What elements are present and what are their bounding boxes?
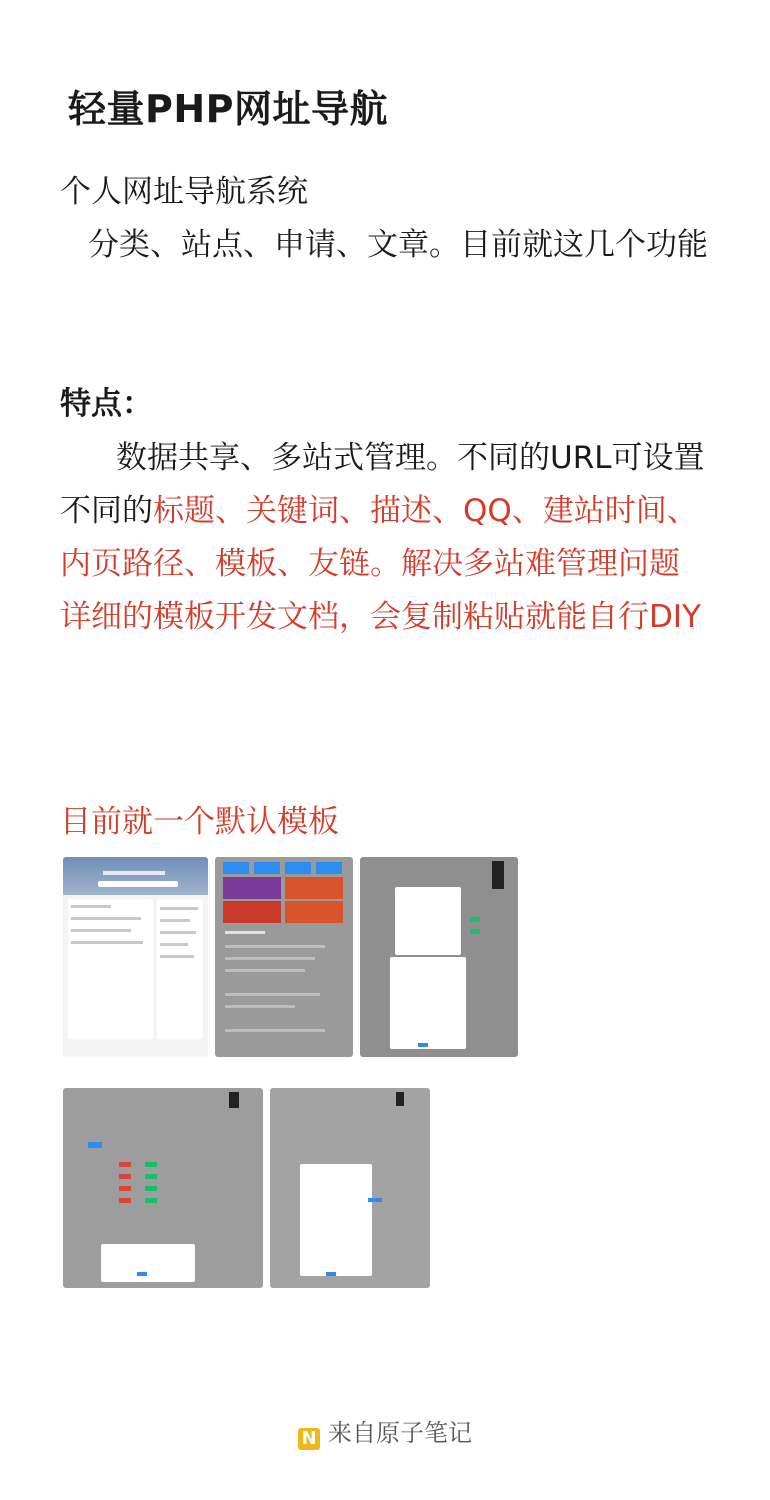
features-text-red-2: 详细的模板开发文档，会复制粘贴就能自行DIY	[60, 599, 701, 635]
template-screenshot-icon-picker[interactable]	[360, 857, 518, 1057]
intro-line-1: 个人网址导航系统	[60, 174, 308, 210]
intro-line-2: 分类、站点、申请、文章。目前就这几个功能	[88, 227, 708, 263]
footer	[0, 1413, 770, 1450]
templates-heading: 目前就一个默认模板	[60, 804, 339, 840]
template-screenshot-dashboard[interactable]	[215, 857, 353, 1057]
features-heading: 特点：	[60, 386, 153, 422]
features-text-red-1: 标题、关键词、描述、QQ、建站时间、内页路径、模板、友链。解决多站难管理问题	[60, 493, 698, 582]
app-logo-icon: N	[298, 1428, 320, 1450]
template-screenshot-site-list[interactable]	[63, 1088, 263, 1288]
template-screenshot-homepage[interactable]	[63, 857, 208, 1057]
intro-text	[60, 166, 720, 272]
footer-label: 来自原子笔记	[328, 1419, 472, 1447]
page-title: 轻量PHP网址导航	[68, 87, 389, 131]
features-text	[60, 432, 720, 644]
features-text-normal: 数据共享、多站式管理。不同的URL可设置不同的	[60, 440, 705, 529]
template-screenshot-edit-dialog[interactable]	[270, 1088, 430, 1288]
